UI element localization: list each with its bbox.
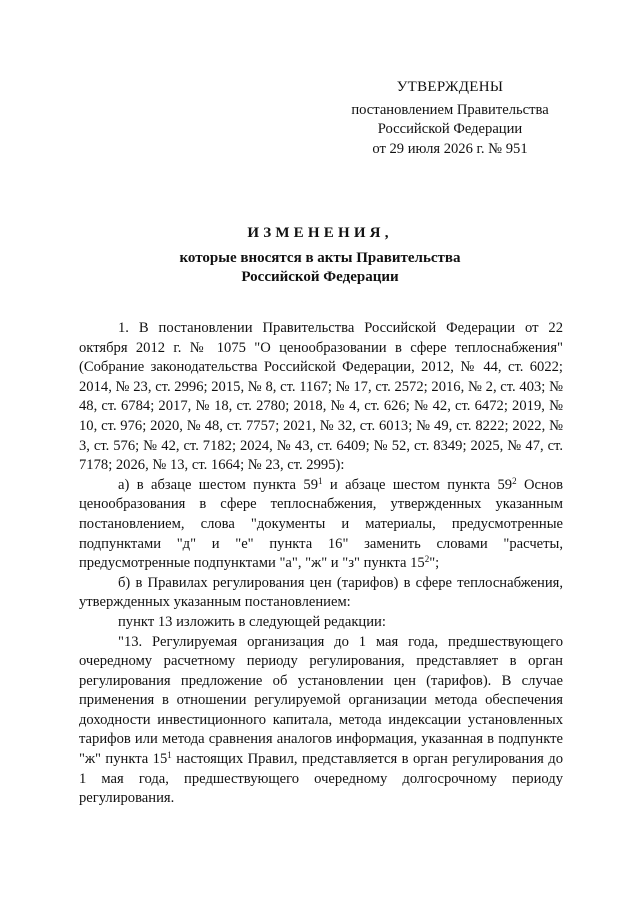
text-run: Основ ценообразования в сфере теплоснабжения, утвержденных указанным постановлением, слова "документы и материалы, предусмотренные подпунктами "д" и "е" пункта 16" заменить словами "расчеты, предусмотренные подпунктами "а", "ж" и "з" пункта 15: [79, 476, 564, 572]
paragraph-1: 1. В постановлении Правительства Российской Федерации от 22 октября 2012 г. № 1075 "О ценообразовании в сфере теплоснабжения" (Собрание законодательства Российской Федерации, 2012, № 44, ст. 6022; 2014, № 23, ст. 2996; 2015, № 8, ст. 1167; № 17, ст. 2572; 2016, № 2, ст. 403; № 48, ст. 6784; 2017, № 18, ст. 2780; 2018, № 4, ст. 626; № 42, ст. 6472; 2019, № 10, ст. 976; 2020, № 48, ст. 7757; 2021, № 32, ст. 6013; № 49, ст. 8222; 2022, № 3, ст. 576; № 42, ст. 7182; 2024, № 43, ст. 6409; № 52, ст. 8349; 2025, № 47, ст. 7178; 2026, № 13, ст. 1664; № 23, ст. 2995):: [79, 320, 563, 474]
text-run: и абзаце шестом пункта 59: [322, 476, 513, 493]
superscript: 1: [167, 750, 172, 761]
title-subline: которые вносятся в акты Правительства: [179, 249, 461, 266]
approval-date-line: от 29 июля 2026 г. № 951: [372, 140, 528, 157]
superscript: 1: [318, 475, 323, 486]
document-title: [100, 224, 540, 288]
paragraph-5: [79, 633, 563, 809]
paragraph-2: [79, 476, 563, 574]
text-run: "13. Регулируемая организация до 1 мая года, предшествующего очередному расчетному периоду регулирования, представляет в орган регулирования предложение об установлении цен (тарифов). В случае применения в отношении регулируемой организации метода обеспечения доходности инвестиционного капитала, метода индексации установленных тарифов или метода сравнения аналогов информация, указанная в подпункте "ж" пункта 15: [79, 633, 563, 768]
superscript: 2: [424, 554, 430, 565]
superscript: 2: [512, 475, 517, 486]
title-main: ИЗМЕНЕНИЯ,: [247, 225, 393, 241]
approval-block: [340, 78, 560, 159]
approval-heading: УТВЕРЖДЕНЫ: [396, 79, 504, 95]
text-run: ";: [429, 555, 440, 572]
document-body: [79, 319, 563, 809]
paragraph-3: б) в Правилах регулирования цен (тарифов) в сфере теплоснабжения, утвержденных указанным постановлением:: [79, 574, 563, 611]
approval-line: постановлением Правительства: [351, 101, 549, 118]
text-run: а) в абзаце шестом пункта 59: [118, 476, 319, 493]
paragraph-4: пункт 13 изложить в следующей редакции:: [118, 613, 386, 630]
approval-line: Российской Федерации: [377, 121, 523, 138]
title-subline: Российской Федерации: [241, 269, 399, 286]
text-run: настоящих Правил, представляется в орган регулирования до 1 мая года, предшествующего очередному долгосрочному периоду регулирования.: [79, 751, 563, 807]
